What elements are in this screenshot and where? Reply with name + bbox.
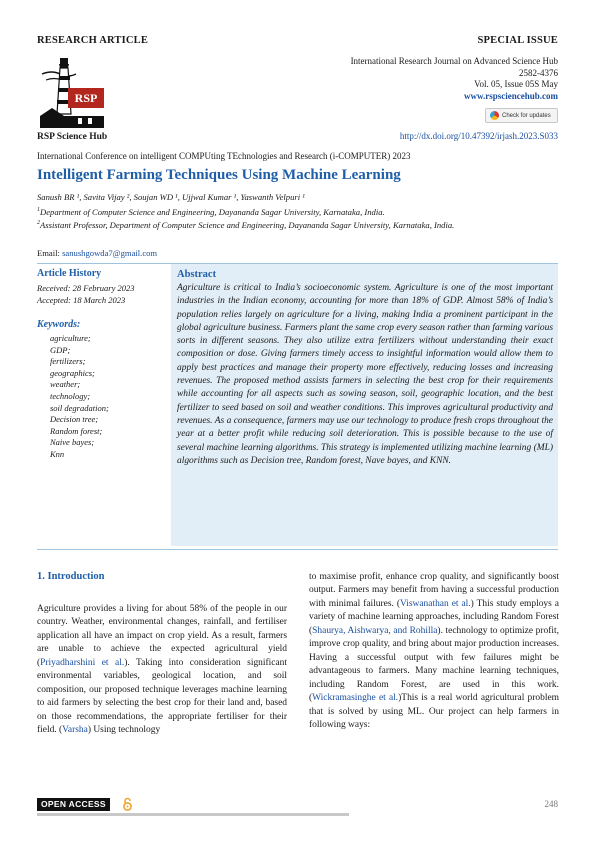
page-number: 248: [544, 799, 558, 809]
intro-column-right: [309, 571, 559, 732]
abstract-body: Agriculture is critical to India’s socioeconomic system. Agriculture is one of the most important industries in the Indian economy, accounting for more than 18% of GDP. Almost 58% of India’s population relies largely on agriculture for a living, making India a prominent participant in the global agriculture business. Farmers plant the same crop every season rather than farming various sorts in different seasons. They also utilize extra fertilizers without understanding their exact composition or dose. Giving farmers timely access to insightful information would allow them to apply best practices and manage their property more effectively, reducing losses and increasing revenues. The proposed method assists farmers in selecting the best crop for their requirements while accounting for all aspects such as sowing season, soil, geographic location, and the best fertilizer to seed based on soil and weather conditions. This improves agricultural productivity and revenues. As a consequence, farmers may use our technology to produce fresh crops throughout the year at a better profit while reducing soil deterioration. This is possible because to the use of several machine learning algorithms. This strategy is implemented utilizing machine learning (ML) algorithms such as Decision tree, Random forest, Nave bayes, and KNN.: [177, 283, 553, 466]
article-type-label: RESEARCH ARTICLE: [37, 35, 149, 46]
open-lock-icon: [122, 797, 133, 811]
issue-type-label: SPECIAL ISSUE: [477, 35, 558, 46]
keyword-item: Naive bayes;: [50, 437, 95, 448]
email-label: Email:: [37, 248, 60, 258]
footer-rule: [37, 813, 349, 816]
check-for-updates-button[interactable]: [485, 108, 558, 123]
article-history-heading: Article History: [37, 268, 102, 279]
keyword-item: fertilizers;: [50, 356, 86, 367]
open-access-badge: OPEN ACCESS: [37, 798, 110, 811]
keyword-list: [37, 333, 162, 461]
keyword-item: Random forest;: [50, 425, 103, 436]
citation-link[interactable]: Viswanathan et al.: [400, 598, 471, 609]
citation-link[interactable]: Priyadharshini et al.: [40, 657, 125, 668]
corresponding-email: [37, 248, 157, 258]
keyword-item: technology;: [50, 390, 91, 401]
paragraph-text: ) Using technology: [87, 725, 161, 736]
conference-name: International Conference on intelligent COMPUting TEchnologies and Research (i-COMPUTER) 2023: [37, 151, 411, 161]
intro-column-left: [37, 603, 287, 738]
keyword-item: geographics;: [50, 367, 95, 378]
paragraph-text: )This is a real world agricultural problem that is solved by using ML. Our project can help farmers in following ways:: [309, 693, 560, 730]
accepted-date: Accepted: 18 March 2023: [37, 294, 126, 305]
author-list: Sanush BR ¹, Savita Vijay ², Soujan WD ¹, Ujjwal Kumar ¹, Yaswanth Velpuri ¹: [37, 192, 305, 202]
crossmark-icon: [490, 111, 499, 120]
footer: [37, 798, 558, 811]
logo-text: RSP: [74, 91, 98, 105]
keyword-item: GDP;: [50, 344, 71, 355]
publisher-logo: [38, 52, 108, 130]
keyword-item: soil degradation;: [50, 402, 109, 413]
paragraph-text: ). technology to optimize profit, improve crop quality, and bring about major production increases. Having a successful output with few failures might be advantageous to farmers. Many machine learning techniques, including Random Forest, are used in this work. (: [309, 625, 559, 704]
affiliation-text: Assistant Professor, Department of Computer Science and Engineering, Dayananda Sagar University, Karnataka, India.: [40, 220, 455, 230]
affiliation-text: Department of Computer Science and Engineering, Dayananda Sagar University, Karnataka, India.: [40, 207, 385, 217]
journal-url-link[interactable]: www.rspsciencehub.com: [464, 90, 558, 101]
citation-link[interactable]: Shaurya, Aishwarya, and Rohilla: [312, 625, 438, 636]
keyword-item: Knn: [50, 448, 65, 459]
journal-volume: Vol. 05, Issue 05S May: [474, 79, 558, 89]
affiliation-1: [37, 207, 385, 217]
journal-name: International Research Journal on Advanced Science Hub: [350, 56, 558, 66]
affiliation-marker: 2: [37, 220, 40, 227]
journal-issn: 2582-4376: [519, 67, 558, 78]
affiliation-2: [37, 220, 454, 230]
keywords-heading: Keywords:: [37, 319, 81, 330]
keyword-item: Decision tree;: [50, 414, 99, 425]
keyword-item: agriculture;: [50, 333, 91, 343]
doi-link[interactable]: http://dx.doi.org/10.47392/irjash.2023.S033: [399, 131, 558, 141]
received-date: Received: 28 February 2023: [37, 283, 135, 293]
citation-link[interactable]: Wickramasinghe et al.: [312, 693, 399, 704]
abstract-divider: [37, 549, 558, 550]
journal-info: [351, 56, 558, 102]
keyword-item: weather;: [50, 379, 81, 390]
paragraph-text: ) This study employs a variety of machine learning approaches, including Random Forest (: [309, 598, 559, 636]
article-sidebar: [37, 268, 162, 461]
abstract-heading: Abstract: [177, 269, 217, 280]
citation-link[interactable]: Varsha: [62, 725, 88, 736]
paragraph-text: ). Taking into consideration significant environmental variables, geological location, and soil composition, our proposed technique leverages machine learning to aid farmers by selecting the best crop for their land and, based on those recommendations, the appropriate fertiliser for their field. (: [37, 657, 287, 736]
section-heading: 1. Introduction: [37, 571, 105, 582]
paragraph-text: to maximise profit, enhance crop quality, and significantly boost output. Farmers may benefit from having a successful production with minimal failures. (: [309, 572, 559, 609]
affiliation-marker: 1: [37, 207, 40, 214]
publisher-caption: RSP Science Hub: [37, 132, 108, 142]
paper-title: Intelligent Farming Techniques Using Machine Learning: [37, 167, 401, 183]
abstract-box: [171, 264, 558, 546]
email-address-link[interactable]: sanushgowda7@gmail.com: [62, 248, 158, 258]
check-for-updates-label: Check for updates: [502, 112, 551, 119]
paragraph-text: Agriculture provides a living for about 58% of the people in our country. Weather, environmental changes, rainfall, and fertiliser application all have an impact on crop yield. As a result, farmers are unable to achieve the expected agricultural yield (: [37, 604, 287, 668]
